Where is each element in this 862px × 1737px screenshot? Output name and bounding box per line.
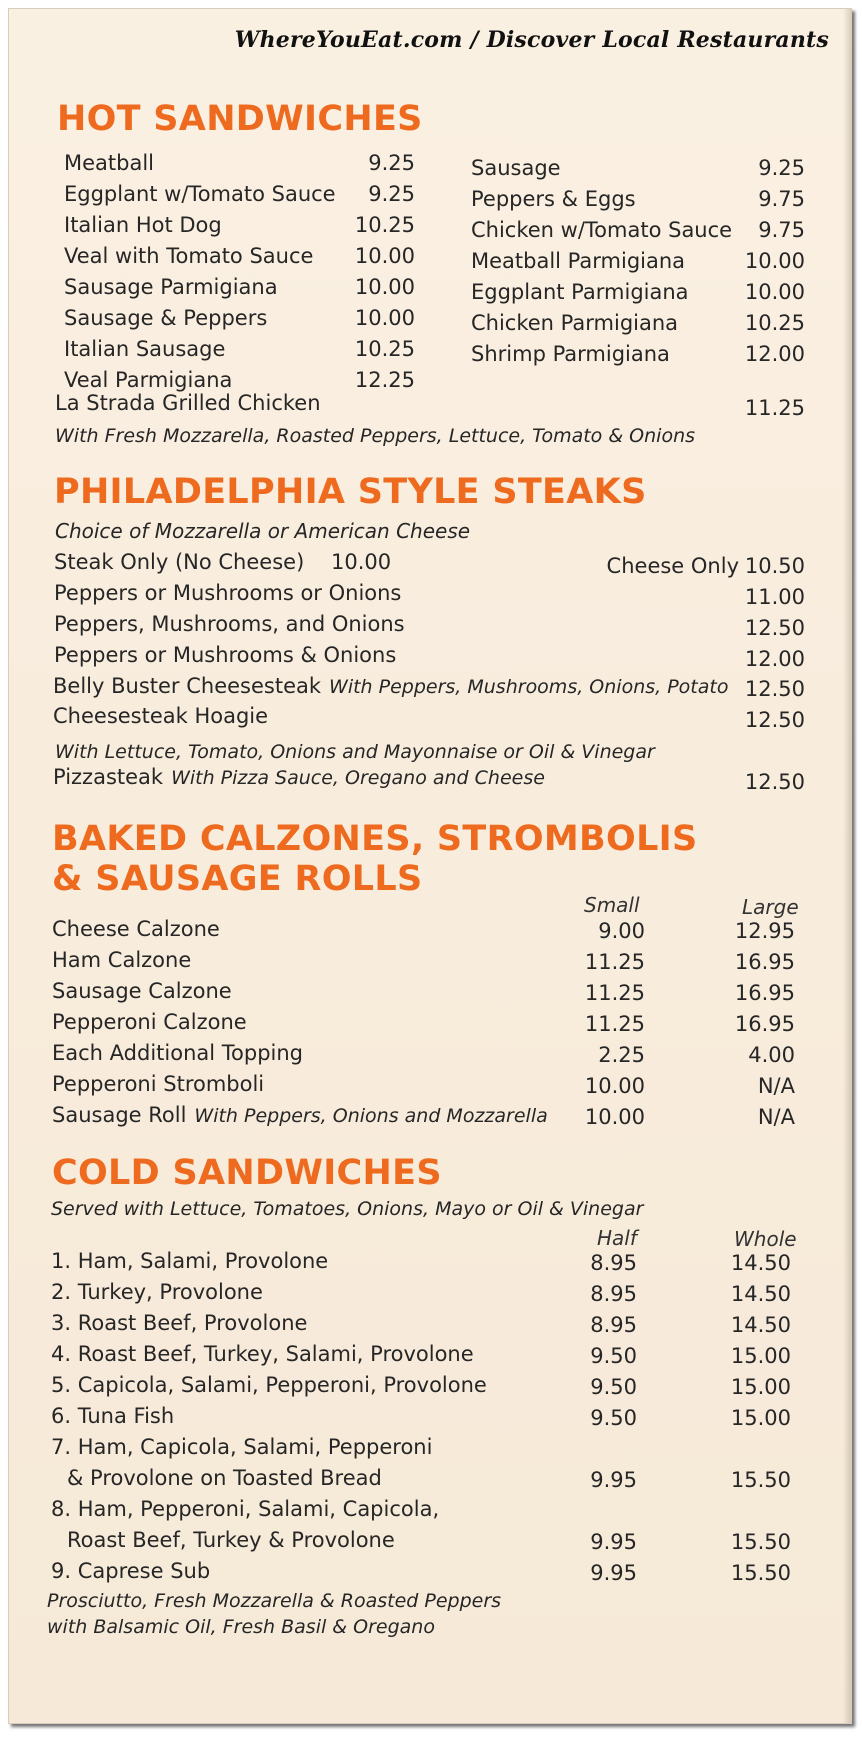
menu-item-name — [53, 765, 545, 789]
menu-item-name: Peppers, Mushrooms, and Onions — [54, 612, 405, 636]
price-large: N/A — [757, 1074, 795, 1098]
menu-item-name-line2: Roast Beef, Turkey & Provolone — [67, 1528, 395, 1552]
menu-item-name: Meatball Parmigiana — [471, 249, 686, 273]
menu-item-name: Eggplant w/Tomato Sauce — [64, 182, 336, 206]
menu-item-name — [52, 917, 220, 941]
menu-item-name: Shrimp Parmigiana — [471, 342, 670, 366]
menu-item-name — [52, 948, 191, 972]
menu-item-price: 10.25 — [354, 213, 415, 237]
site-title[interactable]: WhereYouEat.com / Discover Local Restaurants — [234, 27, 829, 53]
menu-item-name: 8. Ham, Pepperoni, Salami, Capicola, — [51, 1497, 440, 1521]
menu-item-price: 10.50 — [744, 554, 805, 578]
menu-item-name: Italian Hot Dog — [64, 213, 222, 237]
price-whole: 15.50 — [730, 1561, 791, 1585]
column-header-half: Half — [597, 1226, 637, 1250]
menu-item-name: 1. Ham, Salami, Provolone — [51, 1249, 329, 1273]
menu-item-name: Sausage — [471, 156, 561, 180]
menu-item-name — [53, 674, 728, 698]
price-large: 16.95 — [734, 950, 795, 974]
menu-item-name: Veal Parmigiana — [64, 368, 233, 392]
price-small: 2.25 — [598, 1043, 645, 1067]
menu-item-name-text: Each Additional Topping — [52, 1041, 304, 1065]
menu-item-price: 12.00 — [744, 342, 805, 366]
price-whole: 15.50 — [730, 1530, 791, 1554]
menu-item-price: 10.25 — [744, 311, 805, 335]
menu-item-name — [52, 1010, 247, 1034]
menu-item-name: Peppers or Mushrooms & Onions — [54, 643, 397, 667]
price-half: 8.95 — [590, 1313, 637, 1337]
menu-item-description: Prosciutto, Fresh Mozzarella & Roasted Peppers — [47, 1590, 502, 1612]
steaks-subtitle: Choice of Mozzarella or American Cheese — [55, 519, 471, 543]
menu-item-price: 10.00 — [354, 244, 415, 268]
price-half: 8.95 — [590, 1251, 637, 1275]
column-header-whole: Whole — [734, 1227, 797, 1251]
menu-item-description: With Fresh Mozzarella, Roasted Peppers, Lettuce, Tomato & Onions — [55, 425, 696, 447]
menu-item-description: with Balsamic Oil, Fresh Basil & Oregano — [47, 1616, 435, 1638]
price-whole: 15.00 — [730, 1406, 791, 1430]
hot-sandwiches-heading: HOT SANDWICHES — [57, 99, 423, 139]
price-whole: 15.00 — [730, 1375, 791, 1399]
price-half: 9.50 — [590, 1344, 637, 1368]
price-half: 8.95 — [590, 1282, 637, 1306]
menu-item-name: La Strada Grilled Chicken — [55, 391, 321, 415]
menu-item-price: 9.75 — [758, 187, 805, 211]
price-small: 11.25 — [584, 1012, 645, 1036]
menu-item-name: 9. Caprese Sub — [51, 1559, 211, 1583]
menu-item-name: Meatball — [64, 151, 155, 175]
menu-item-name-line2: & Provolone on Toasted Bread — [67, 1466, 382, 1490]
price-small: 11.25 — [584, 950, 645, 974]
price-half: 9.50 — [590, 1375, 637, 1399]
price-large: 4.00 — [748, 1043, 795, 1067]
menu-item-name-text: Pepperoni Calzone — [52, 1010, 247, 1034]
price-whole: 14.50 — [730, 1251, 791, 1275]
menu-item-price: 10.00 — [331, 550, 392, 574]
menu-item-description: With Peppers, Mushrooms, Onions, Potato — [329, 676, 729, 698]
menu-item-name-text: Ham Calzone — [52, 948, 192, 972]
menu-item-name: Chicken w/Tomato Sauce — [471, 218, 733, 242]
menu-item-price: 12.50 — [744, 677, 805, 701]
menu-item-name: 2. Turkey, Provolone — [51, 1280, 263, 1304]
menu-item-name: Veal with Tomato Sauce — [64, 244, 314, 268]
menu-item-price: 10.00 — [744, 280, 805, 304]
menu-item-description: With Lettuce, Tomato, Onions and Mayonnaise or Oil & Vinegar — [55, 741, 655, 763]
menu-page — [8, 8, 852, 1724]
price-half: 9.95 — [590, 1561, 637, 1585]
price-small: 10.00 — [584, 1105, 645, 1129]
menu-item-price: 12.50 — [744, 770, 805, 794]
menu-item-description: With Peppers, Onions and Mozzarella — [194, 1105, 548, 1127]
price-whole: 14.50 — [730, 1282, 791, 1306]
menu-item-price: 12.50 — [744, 708, 805, 732]
menu-item-price: 10.00 — [354, 306, 415, 330]
column-header-small: Small — [584, 893, 640, 917]
steaks-heading: PHILADELPHIA STYLE STEAKS — [54, 472, 647, 512]
price-whole: 14.50 — [730, 1313, 791, 1337]
menu-item-name: Italian Sausage — [64, 337, 226, 361]
menu-item-name: 4. Roast Beef, Turkey, Salami, Provolone — [51, 1342, 474, 1366]
menu-item-name: Peppers & Eggs — [471, 187, 636, 211]
price-whole: 15.50 — [730, 1468, 791, 1492]
menu-item-name-text: Belly Buster Cheesesteak — [53, 674, 322, 698]
menu-item-name-text: Cheese Calzone — [52, 917, 220, 941]
menu-item-name — [52, 1041, 303, 1065]
price-large: 12.95 — [734, 919, 795, 943]
menu-item-name: 6. Tuna Fish — [51, 1404, 175, 1428]
menu-item-name: 7. Ham, Capicola, Salami, Pepperoni — [51, 1435, 433, 1459]
menu-item-price: 9.25 — [368, 182, 415, 206]
calzones-heading-line2: & SAUSAGE ROLLS — [52, 859, 423, 899]
price-large: 16.95 — [734, 981, 795, 1005]
menu-item-price: 10.25 — [354, 337, 415, 361]
menu-item-price: 9.75 — [758, 218, 805, 242]
menu-item-name-text: Pizzasteak — [53, 765, 164, 789]
menu-item-name: 5. Capicola, Salami, Pepperoni, Provolone — [51, 1373, 487, 1397]
price-small: 10.00 — [584, 1074, 645, 1098]
menu-item-price: 10.00 — [744, 249, 805, 273]
menu-item-name-text: Pepperoni Stromboli — [52, 1072, 265, 1096]
menu-item-description: With Pizza Sauce, Oregano and Cheese — [171, 767, 545, 789]
menu-item-name: Peppers or Mushrooms or Onions — [54, 581, 402, 605]
menu-item-name: Chicken Parmigiana — [471, 311, 679, 335]
menu-item-name — [52, 979, 232, 1003]
menu-item-price: 12.25 — [354, 368, 415, 392]
price-half: 9.50 — [590, 1406, 637, 1430]
price-small: 9.00 — [598, 919, 645, 943]
menu-item-name: Sausage Parmigiana — [64, 275, 278, 299]
price-half: 9.95 — [590, 1468, 637, 1492]
menu-item-name-text: Sausage Roll — [52, 1103, 187, 1127]
menu-item-price: 11.00 — [744, 585, 805, 609]
menu-item-price: 9.25 — [758, 156, 805, 180]
price-large: N/A — [757, 1105, 795, 1129]
menu-item-price: 9.25 — [368, 151, 415, 175]
price-large: 16.95 — [734, 1012, 795, 1036]
menu-item-price: 10.00 — [354, 275, 415, 299]
price-small: 11.25 — [584, 981, 645, 1005]
menu-item-price: 11.25 — [744, 396, 805, 420]
price-half: 9.95 — [590, 1530, 637, 1554]
menu-item-name — [52, 1072, 264, 1096]
cold-sandwiches-heading: COLD SANDWICHES — [52, 1153, 442, 1193]
menu-item-name: Cheesesteak Hoagie — [53, 704, 269, 728]
cold-sandwiches-subtitle: Served with Lettuce, Tomatoes, Onions, Mayo or Oil & Vinegar — [51, 1198, 644, 1220]
price-whole: 15.00 — [730, 1344, 791, 1368]
menu-item-name: 3. Roast Beef, Provolone — [51, 1311, 308, 1335]
menu-item-name — [52, 1103, 548, 1127]
menu-item-price: 12.50 — [744, 616, 805, 640]
menu-item-price: 12.00 — [744, 647, 805, 671]
menu-item-name: Cheese Only — [606, 554, 739, 578]
menu-item-name: Steak Only (No Cheese) — [54, 550, 305, 574]
column-header-large: Large — [742, 895, 799, 919]
menu-item-name: Sausage & Peppers — [64, 306, 268, 330]
menu-item-name-text: Sausage Calzone — [52, 979, 232, 1003]
menu-item-name: Eggplant Parmigiana — [471, 280, 689, 304]
calzones-heading: BAKED CALZONES, STROMBOLIS — [52, 819, 698, 859]
